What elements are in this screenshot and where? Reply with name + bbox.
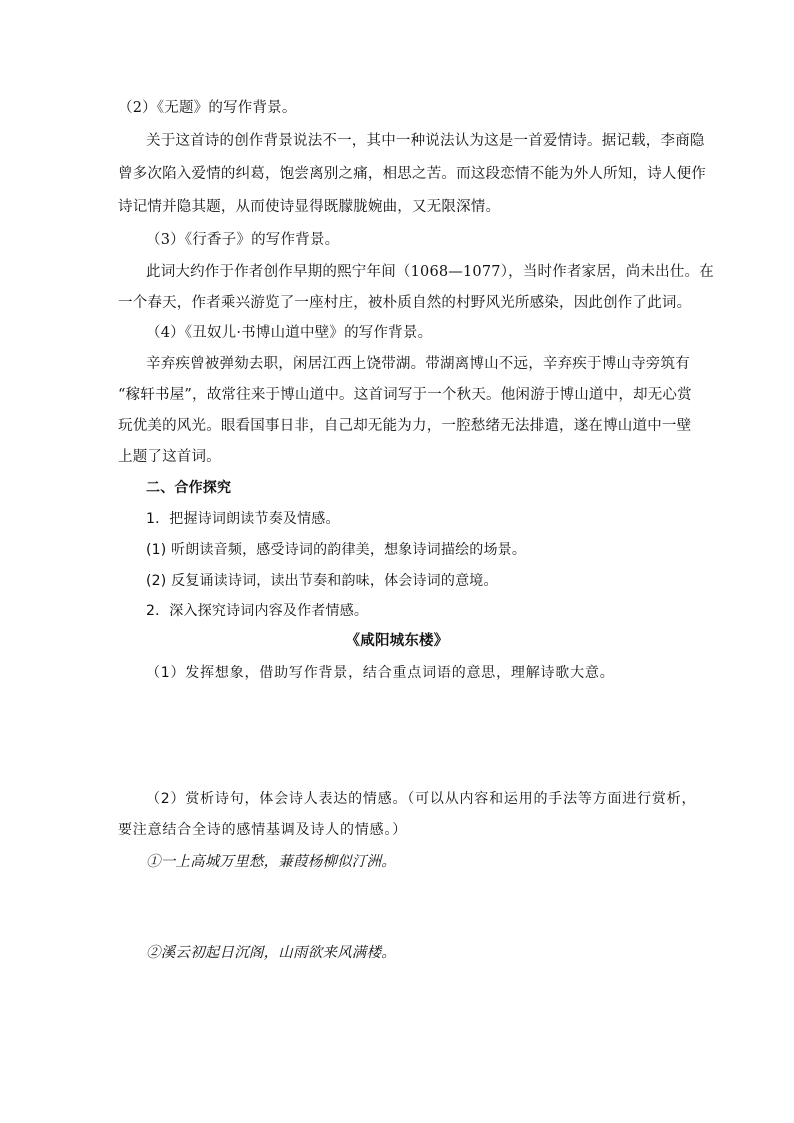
wuti-background-heading: （2）《无题》的写作背景。 xyxy=(118,100,297,116)
wuti-background-paragraph-line-2: 曾多次陷入爱情的纠葛，饱尝离别之痛，相思之苦。而这段恋情不能为外人所知，诗人便作 xyxy=(118,166,706,182)
question-2-line-2: 要注意结合全诗的感情基调及诗人的情感。） xyxy=(118,822,407,838)
chounuer-background-paragraph-line-2: “稼轩书屋”，故常往来于博山道中。这首词写于一个秋天。他闲游于博山道中，却无心赏 xyxy=(118,387,692,403)
xingxiangzi-background-paragraph-line-2: 一个春天，作者乘兴游览了一座村庄，被朴质自然的村野风光所感染，因此创作了此词。 xyxy=(118,295,692,311)
cooperation-item-1-a: (1) 听朗读音频，感受诗词的韵律美，想象诗词描绘的场景。 xyxy=(146,542,527,558)
chounuer-background-paragraph-line-3: 玩优美的风光。眼看国事日非，自己却无能为力，一腔愁绪无法排遣，遂在博山道中一壁 xyxy=(118,418,692,434)
chounuer-background-paragraph-line-1: 辛弃疾曾被弹劾去职，闲居江西上饶带湖。带湖离博山不远，辛弃疾于博山寺旁筑有 xyxy=(146,356,690,372)
xingxiangzi-background-paragraph-line-1: 此词大约作于作者创作早期的熙宁年间（1068—1077），当时作者家居，尚未出仕。在 xyxy=(146,264,714,280)
question-1: （1）发挥想象，借助写作背景，结合重点词语的意思，理解诗歌大意。 xyxy=(146,665,615,681)
verse-2: ②溪云初起日沉阁，山雨欲来风满楼。 xyxy=(146,945,396,961)
wuti-background-paragraph-line-3: 诗记情并隐其题，从而使诗显得既朦胧婉曲，又无限深情。 xyxy=(118,199,501,215)
question-2-line-1: （2）赏析诗句，体会诗人表达的情感。（可以从内容和运用的手法等方面进行赏析， xyxy=(146,791,697,807)
cooperation-item-1: 1．把握诗词朗读节奏及情感。 xyxy=(146,511,340,527)
poem-title: 《咸阳城东楼》 xyxy=(345,632,449,649)
xingxiangzi-background-heading: （3）《行香子》的写作背景。 xyxy=(146,232,340,248)
verse-1: ①一上高城万里愁，蒹葭杨柳似汀洲。 xyxy=(146,854,396,870)
chounuer-background-heading: （4）《丑奴儿·书博山道中壁》的写作背景。 xyxy=(146,325,433,341)
wuti-background-paragraph-line-1: 关于这首诗的创作背景说法不一，其中一种说法认为这是一首爱情诗。据记载，李商隐 xyxy=(146,133,705,149)
cooperation-item-2: 2．深入探究诗词内容及作者情感。 xyxy=(146,603,369,619)
cooperation-section-title: 二、合作探究 xyxy=(146,480,232,496)
chounuer-background-paragraph-line-4: 上题了这首词。 xyxy=(118,449,221,465)
cooperation-item-1-b: (2) 反复诵读诗词，读出节奏和韵味，体会诗词的意境。 xyxy=(146,573,498,589)
